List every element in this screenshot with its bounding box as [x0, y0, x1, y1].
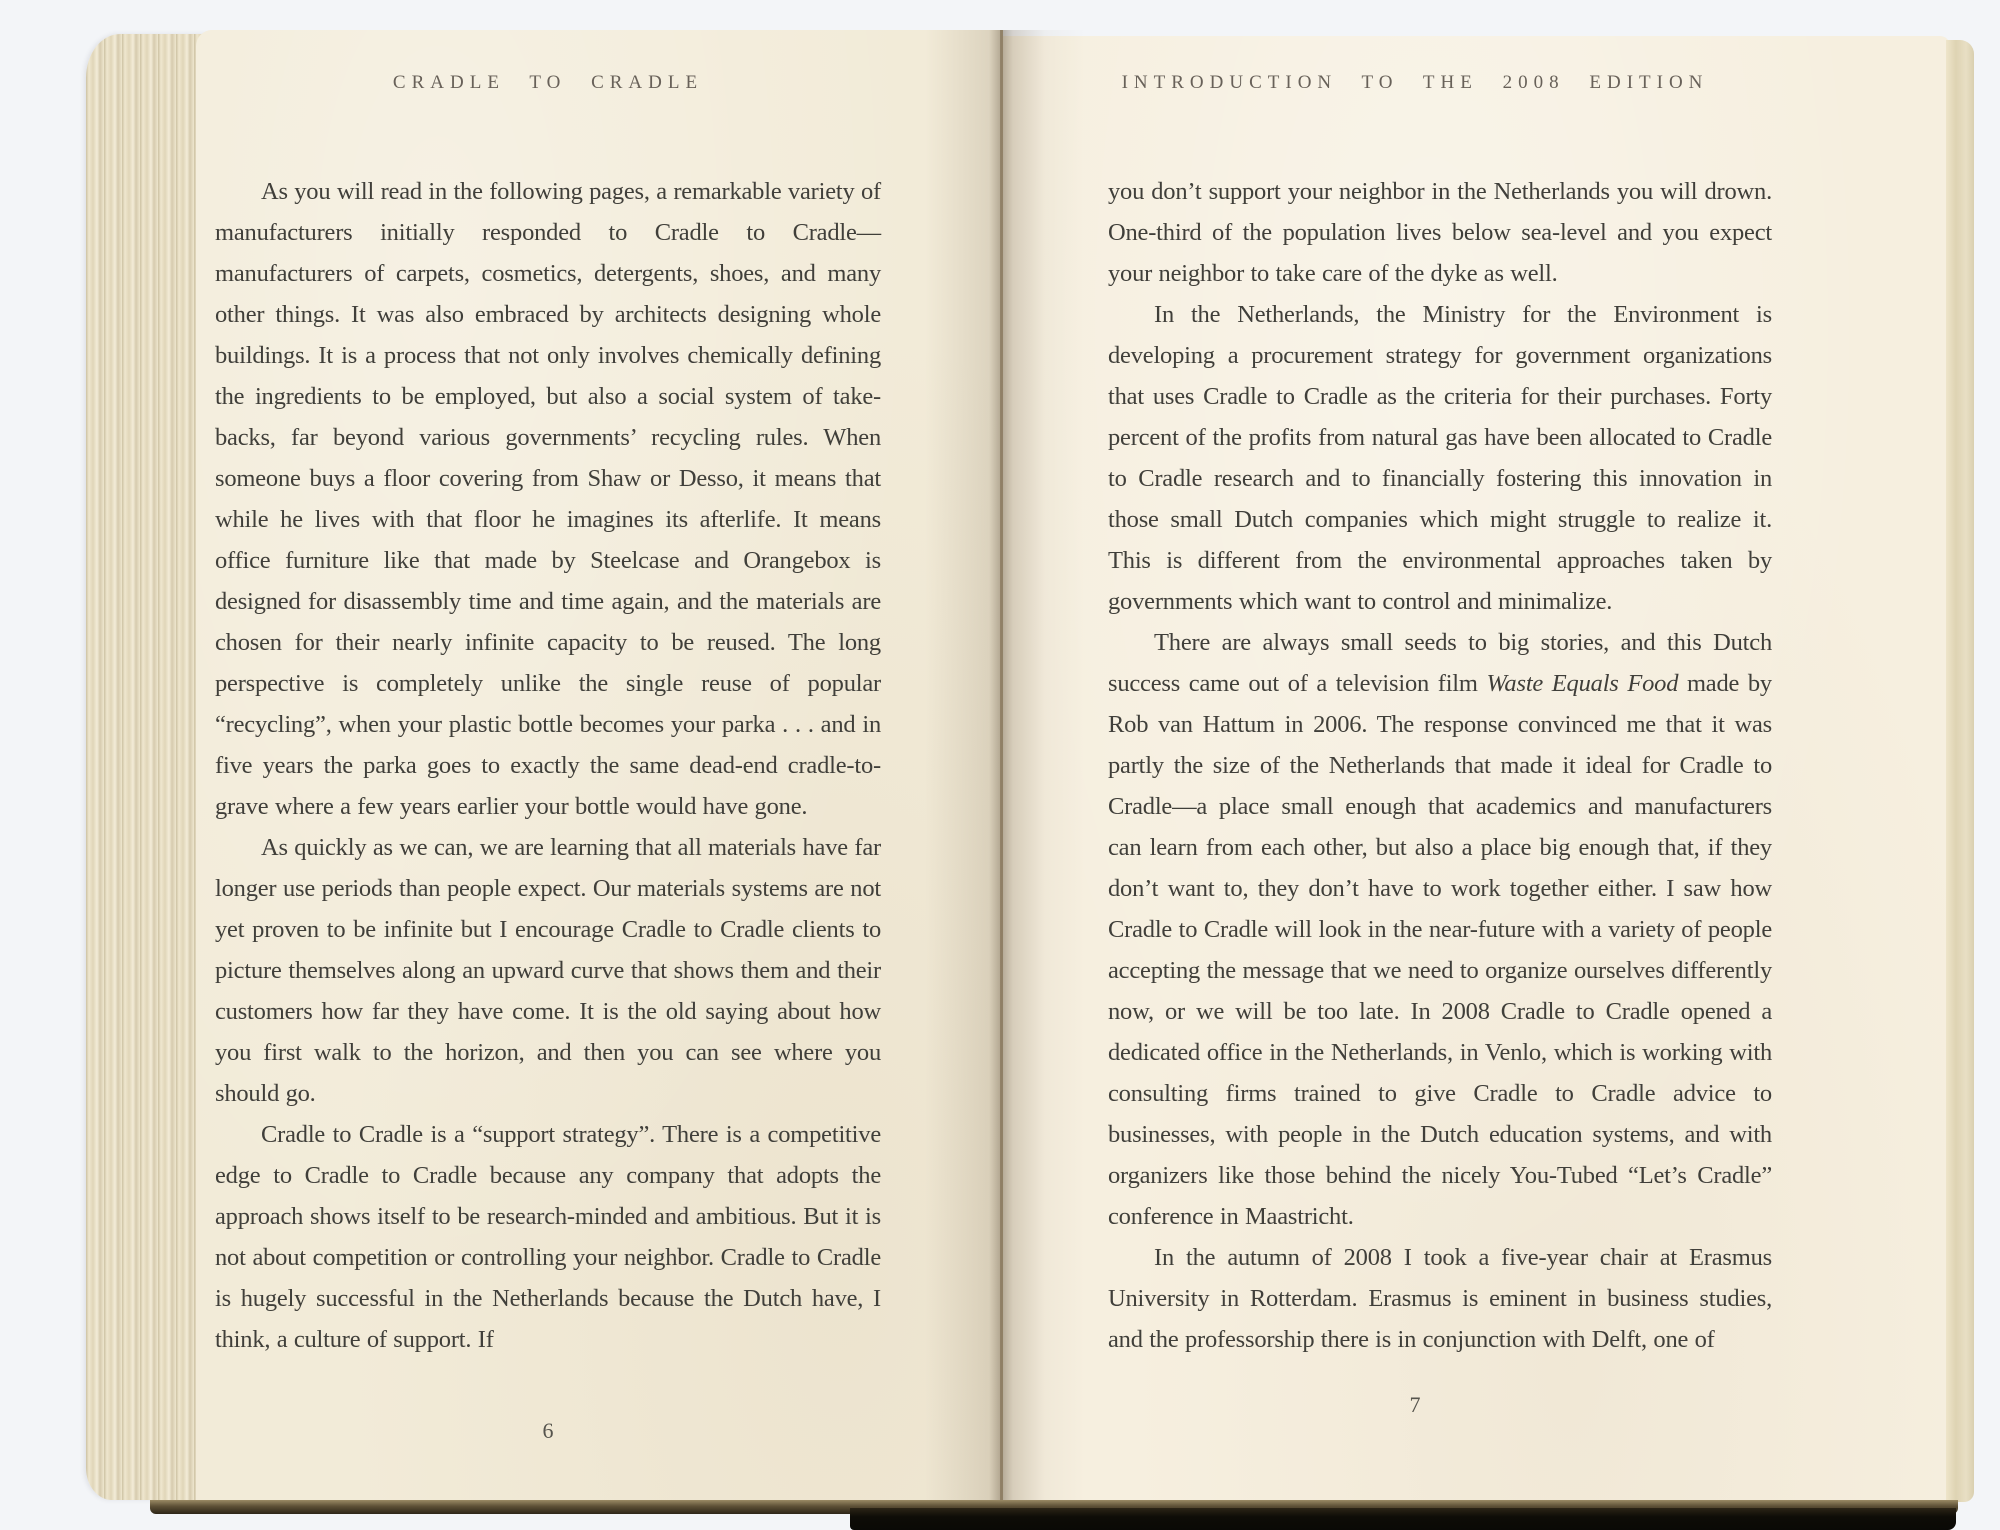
paragraph: [1108, 171, 1772, 294]
paragraph: [1108, 622, 1772, 1237]
paragraph-text: Cradle to Cradle is a “support strategy”. There is a competitive edge to Cradle to Cradle because any company that adopts the approach shows itself to be research-minded and ambitious. But it is not about competition or controlling your neighbor. Cradle to Cradle is hugely successful in the Netherlands because the Dutch have, I think, a culture of support. If: [215, 1121, 881, 1353]
paragraph-text: In the Netherlands, the Ministry for the Environment is developing a procurement strategy for government organizations that uses Cradle to Cradle as the criteria for their purchases. Forty percent of the profits from natural gas have been allocated to Cradle to Cradle research and to financially fostering this innovation in those small Dutch companies which might struggle to realize it. This is different from the environmental approaches taken by governments which want to control and minimalize.: [1108, 301, 1772, 615]
page-edge-stack: [86, 34, 210, 1500]
left-running-head: CRADLE TO CRADLE: [392, 72, 704, 93]
paragraph: [215, 171, 881, 827]
paragraph: [1108, 294, 1772, 622]
paragraph-text: As you will read in the following pages, a remarkable variety of manufacturers initially responded to Cradle to Cradle— manufacturers of carpets, cosmetics, detergents, shoes, and many other things. It was also embraced by architects designing whole buildings. It is a process that not only involves chemically defining the ingredients to be employed, but also a social system of take-backs, far beyond various governments’ recycling rules. When someone buys a floor covering from Shaw or Desso, it means that while he lives with that floor he imagines its afterlife. It means office furniture like that made by Steelcase and Orangebox is designed for disassembly time and time again, and the materials are chosen for their nearly infinite capacity to be reused. The long perspective is completely unlike the single reuse of popular “recycling”, when your plastic bottle becomes your parka . . . and in five years the parka goes to exactly the same dead-end cradle-to-grave where a few years earlier your bottle would have gone.: [215, 178, 881, 820]
paragraph-text: made by Rob van Hattum in 2006. The response convinced me that it was partly the size of the Netherlands that made it ideal for Cradle to Cradle—a place small enough that academics and manufacturers can learn from each other, but also a place big enough that, if they don’t want to, they don’t have to work together either. I saw how Cradle to Cradle will look in the near-future with a variety of people accepting the message that we need to organize ourselves differently now, or we will be too late. In 2008 Cradle to Cradle opened a dedicated office in the Netherlands, in Venlo, which is working with consulting firms trained to give Cradle to Cradle advice to businesses, with people in the Dutch education systems, and with organizers like those behind the nicely You-Tubed “Let’s Cradle” conference in Maastricht.: [1108, 670, 1772, 1230]
paragraph: [215, 827, 881, 1114]
paragraph: [215, 1114, 881, 1360]
right-page-fore-edge: [1946, 40, 1974, 1502]
paragraph-text: As quickly as we can, we are learning that all materials have far longer use periods than people expect. Our materials systems are not yet proven to be infinite but I encourage Cradle to Cradle clients to picture themselves along an upward curve that shows them and their customers how far they have come. It is the old saying about how you first walk to the horizon, and then you can see where you should go.: [215, 834, 881, 1107]
right-page-text: [1108, 171, 1772, 1360]
right-page-number: 7: [1409, 1392, 1421, 1417]
paragraph-text: In the autumn of 2008 I took a five-year chair at Erasmus University in Rotterdam. Erasmus is eminent in business studies, and the professorship there is in conjunction with Delft, one of: [1108, 1244, 1772, 1353]
paragraph-text: you don’t support your neighbor in the Netherlands you will drown. One-third of the population lives below sea-level and you expect your neighbor to take care of the dyke as well.: [1108, 178, 1772, 287]
left-page-number: 6: [542, 1418, 554, 1443]
book-bottom-shadow: [850, 1508, 1956, 1530]
paragraph-text: There are always small seeds to big stories, and this Dutch success came out of a television film: [1108, 629, 1772, 697]
left-page-text: [215, 171, 881, 1360]
italic-film-title: Waste Equals Food: [1486, 670, 1679, 697]
paragraph: [1108, 1237, 1772, 1360]
right-running-head: INTRODUCTION TO THE 2008 EDITION: [1121, 72, 1709, 93]
